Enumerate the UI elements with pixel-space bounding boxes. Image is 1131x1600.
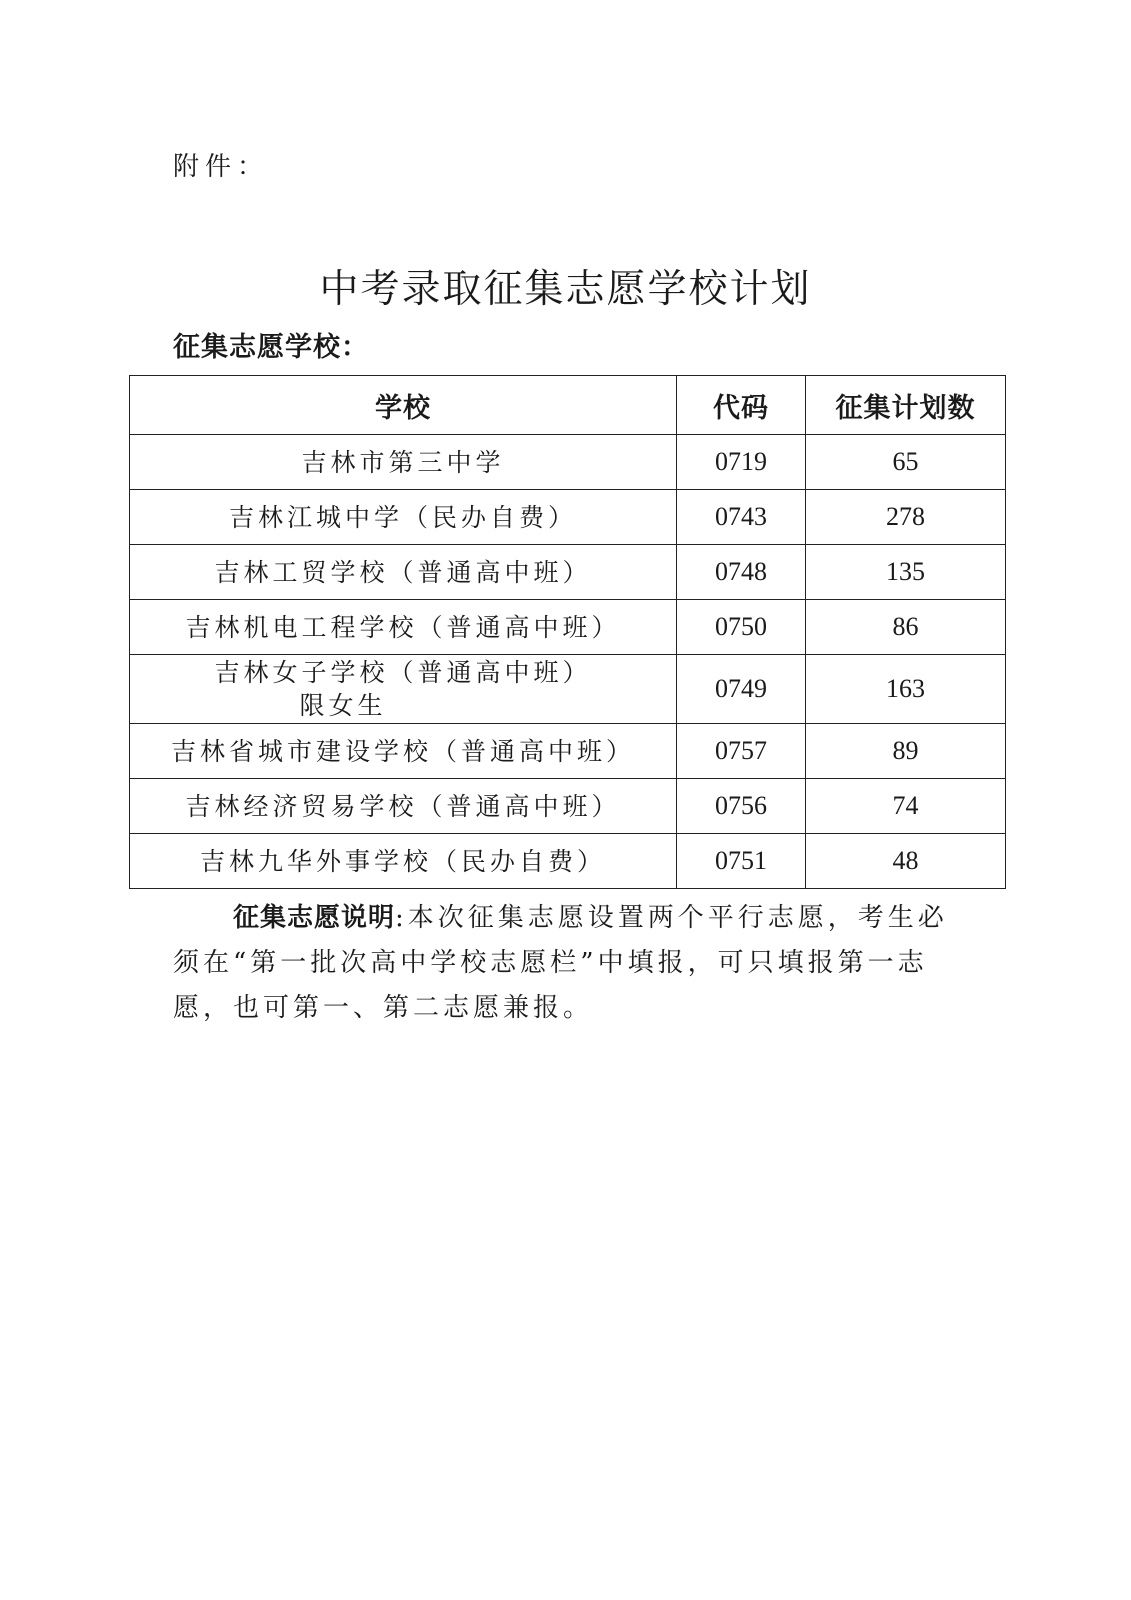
plan-count-cell: 163 [806, 655, 1006, 724]
school-code-cell: 0748 [677, 545, 806, 600]
school-name-cell: 吉林经济贸易学校（普通高中班） [130, 779, 677, 834]
table-row [130, 490, 1006, 545]
table-row [130, 655, 1006, 724]
plan-count-cell: 48 [806, 834, 1006, 889]
school-code-cell: 0756 [677, 779, 806, 834]
header-code: 代码 [677, 376, 806, 435]
document-title: 中考录取征集志愿学校计划 [319, 267, 812, 312]
school-code-cell: 0743 [677, 490, 806, 545]
attachment-label: 附件： [173, 152, 270, 182]
table-row [130, 779, 1006, 834]
plan-count-cell: 89 [806, 724, 1006, 779]
school-name-line: 吉林女子学校（普通高中班） [214, 658, 592, 687]
school-name-cell: 吉林江城中学（民办自费） [130, 490, 677, 545]
table-row [130, 724, 1006, 779]
school-name-cell: 吉林机电工程学校（普通高中班） [130, 600, 677, 655]
explanation-paragraph [173, 896, 963, 1031]
plan-count-cell: 74 [806, 779, 1006, 834]
header-plan-count: 征集计划数 [806, 376, 1006, 435]
header-school: 学校 [130, 376, 677, 435]
table-row [130, 600, 1006, 655]
section-heading: 征集志愿学校： [173, 332, 369, 363]
table-header-row [130, 376, 1006, 435]
plan-count-cell: 135 [806, 545, 1006, 600]
school-code-cell: 0757 [677, 724, 806, 779]
school-code-cell: 0750 [677, 600, 806, 655]
school-name-cell: 吉林市第三中学 [130, 435, 677, 490]
school-code-cell: 0719 [677, 435, 806, 490]
table-row [130, 435, 1006, 490]
plan-count-cell: 86 [806, 600, 1006, 655]
explanation-text: :本次征集志愿设置两个平行志愿，考生必须在“第一批次高中学校志愿栏”中填报，可只填报第一志愿，也可第一、第二志愿兼报。 [173, 903, 948, 1023]
plan-count-cell: 278 [806, 490, 1006, 545]
school-code-cell: 0751 [677, 834, 806, 889]
school-plan-table [129, 375, 1006, 889]
school-restriction-note: 限女生 [299, 691, 387, 720]
school-name-cell: 吉林省城市建设学校（普通高中班） [130, 724, 677, 779]
table-row [130, 834, 1006, 889]
explanation-label: 征集志愿说明 [233, 903, 396, 933]
table-row [130, 545, 1006, 600]
school-name-cell [130, 655, 677, 724]
plan-count-cell: 65 [806, 435, 1006, 490]
school-name-cell: 吉林九华外事学校（民办自费） [130, 834, 677, 889]
school-code-cell: 0749 [677, 655, 806, 724]
school-name-cell: 吉林工贸学校（普通高中班） [130, 545, 677, 600]
